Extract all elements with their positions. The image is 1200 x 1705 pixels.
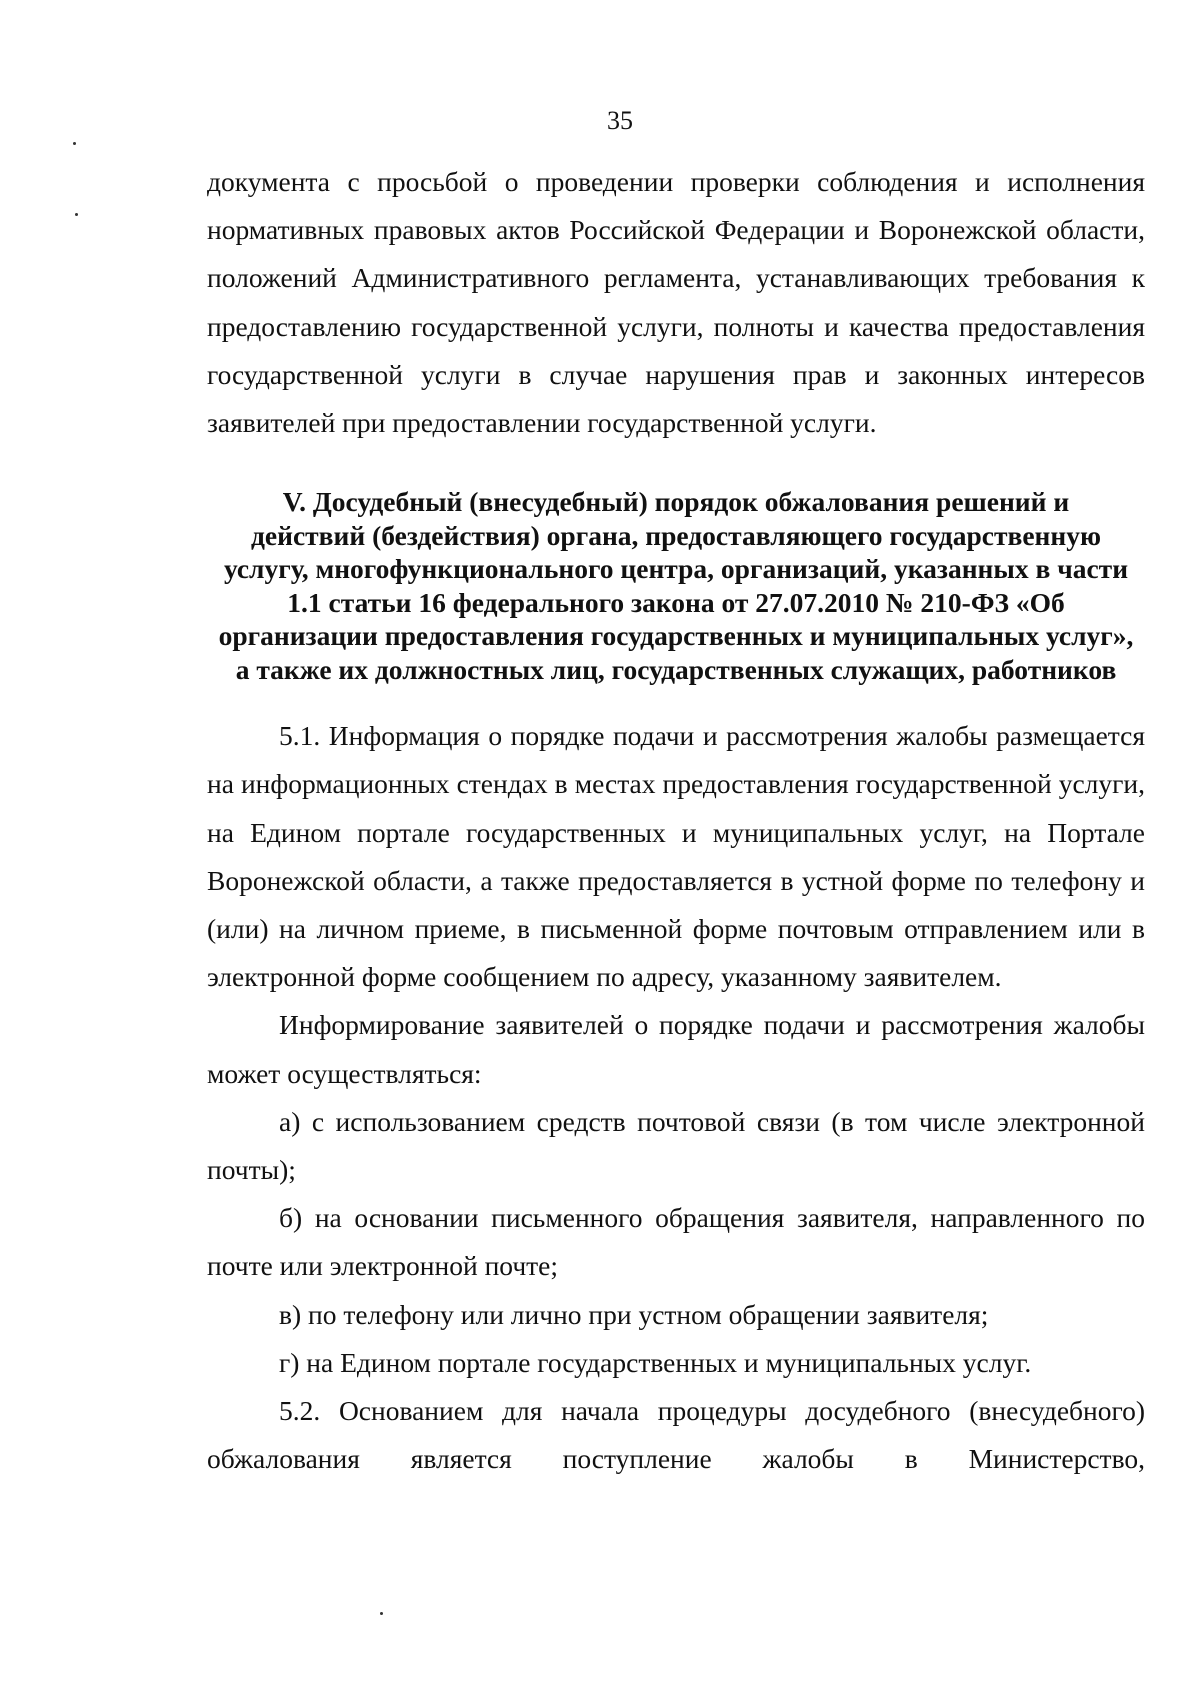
section-heading-line: а также их должностных лиц, государственных служащих, работников (235, 653, 1117, 685)
section-heading-line: услугу, многофункционального центра, организаций, указанных в части (223, 553, 1129, 585)
list-item-g: г) на Едином портале государственных и муниципальных услуг. (279, 1346, 1032, 1378)
scan-speck (73, 142, 76, 145)
paragraph-informing: Информирование заявителей о порядке подачи и рассмотрения жалобы может осуществляться: (207, 1009, 1145, 1089)
section-heading-line: действий (бездействия) органа, предоставляющего государственную (250, 519, 1101, 551)
section-heading-line: 1.1 статьи 16 федерального закона от 27.07.2010 № 210-ФЗ «Об (287, 586, 1065, 618)
scan-speck (75, 213, 78, 216)
intro-paragraph: документа с просьбой о проведении проверки соблюдения и исполнения нормативных правовых актов Российской Федерации и Воронежской области, положений Административного регламента, устанавливающих требования к предоставлению государственной услуги, полноты и качества предоставления государственной услуги в случае нарушения прав и законных интересов заявителей при предоставлении государственной услуги. (207, 166, 1145, 439)
paragraph-5-2: 5.2. Основанием для начала процедуры досудебного (внесудебного) обжалования является поступление жалобы в Министерство, (207, 1395, 1145, 1475)
paragraph-5-1: 5.1. Информация о порядке подачи и рассмотрения жалобы размещается на информационных стендах в местах предоставления государственной услуги, на Едином портале государственных и муниципальных услуг, на Портале Воронежской области, а также предоставляется в устной форме по телефону и (или) на личном приеме, в письменной форме почтовым отправлением или в электронной форме сообщением по адресу, указанному заявителем. (207, 720, 1145, 993)
scan-speck (380, 1612, 383, 1615)
page-number: 35 (607, 106, 633, 135)
list-item-v: в) по телефону или лично при устном обращении заявителя; (279, 1298, 989, 1330)
section-heading (207, 485, 1145, 686)
section-heading-line: организации предоставления государственных и муниципальных услуг», (218, 620, 1134, 652)
list-item-b: б) на основании письменного обращения заявителя, направленного по почте или электронной почте; (207, 1202, 1145, 1282)
list-item-a: а) с использованием средств почтовой связи (в том числе электронной почты); (207, 1105, 1145, 1186)
section-heading-line: V. Досудебный (внесудебный) порядок обжалования решений и (282, 486, 1070, 518)
document-body (207, 158, 1145, 1483)
